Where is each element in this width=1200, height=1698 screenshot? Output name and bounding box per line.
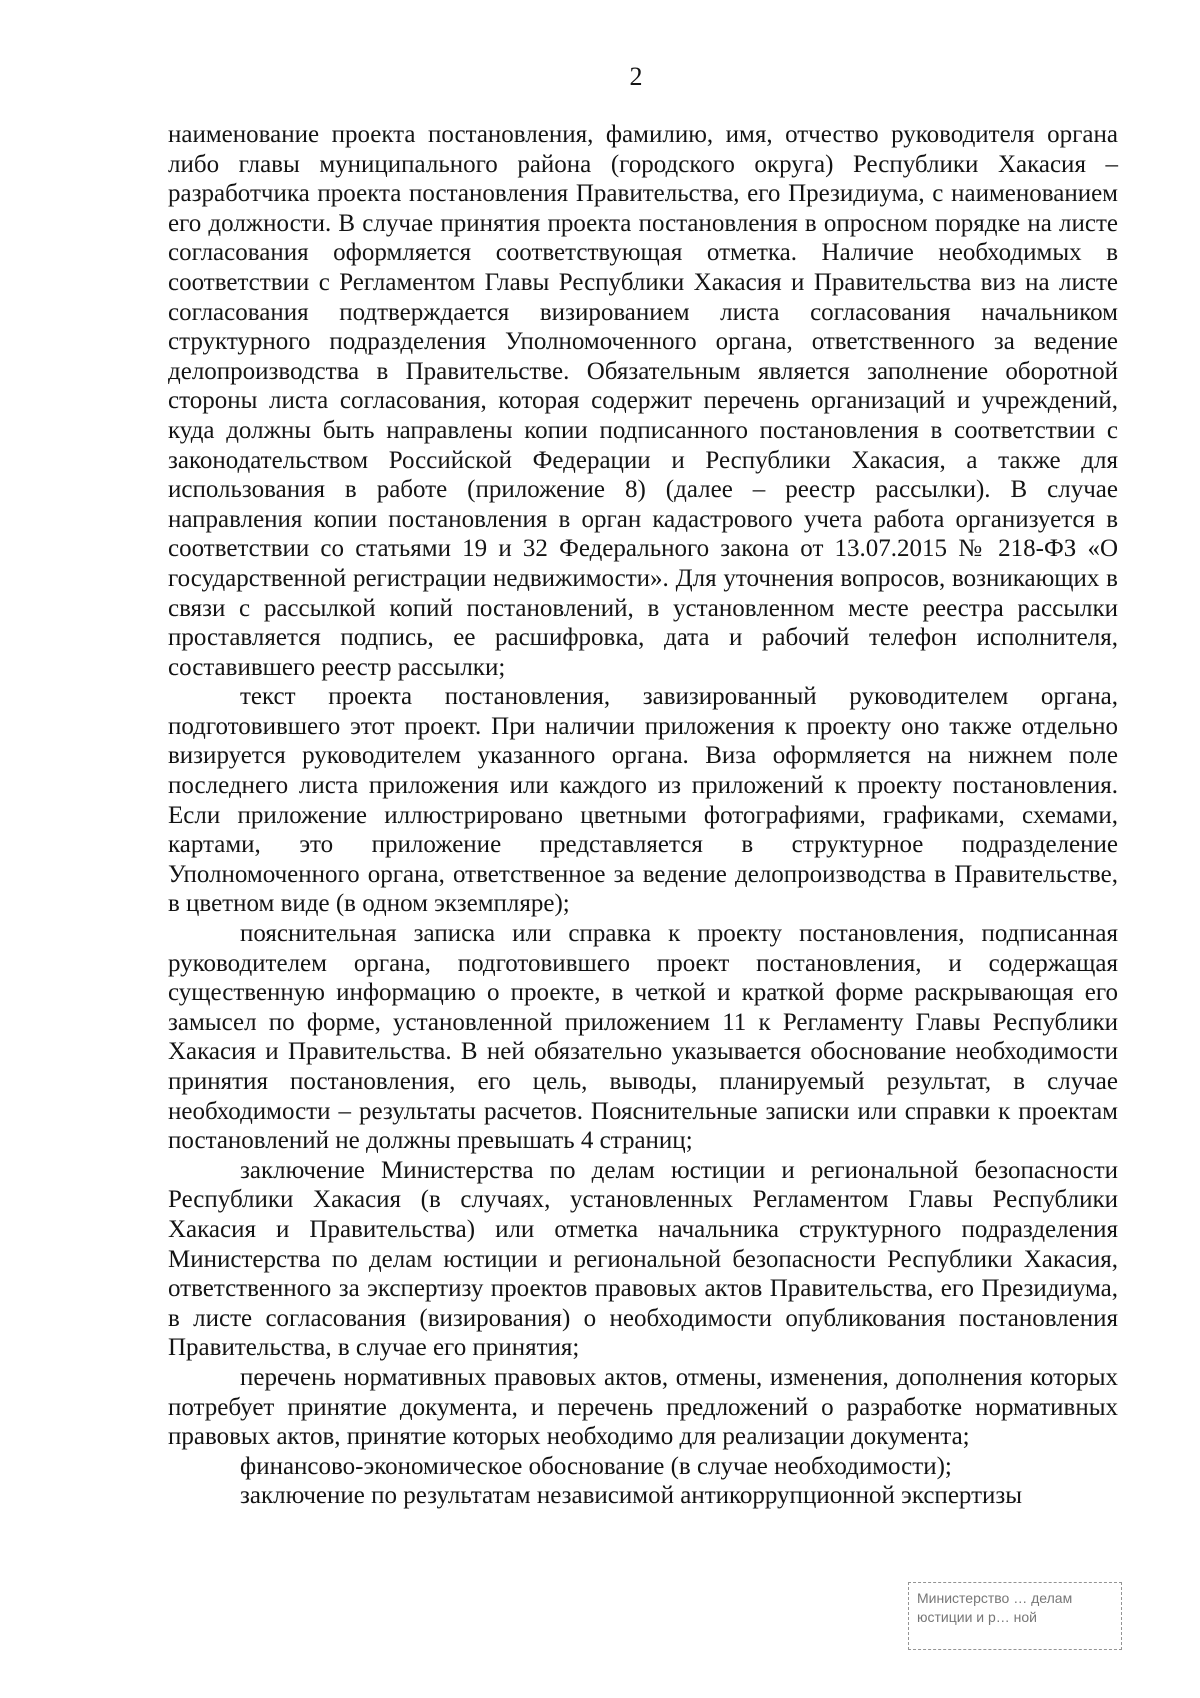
stamp-line-1: Министерство … делам [917, 1590, 1073, 1606]
paragraph-financial-justification: финансово-экономическое обоснование (в случае необходимости); [240, 1452, 952, 1480]
stamp-line-2: юстиции и р… ной [917, 1609, 1038, 1625]
page-number: 2 [629, 62, 643, 91]
paragraph-legal-acts-list: перечень нормативных правовых актов, отмены, изменения, дополнения которых потребует принятие документа, и перечень предложений о разработке нормативных правовых актов, принятие которых необходимо для реализации документа; [168, 1363, 1118, 1451]
paragraph-draft-text: текст проекта постановления, завизированный руководителем органа, подготовившего этот проект. При наличии приложения к проекту оно также отдельно визируется руководителем указанного органа. Виза оформляется на нижнем поле последнего листа приложения или каждого из приложений к проекту постановления. Если приложение иллюстрировано цветными фотографиями, графиками, схемами, картами, это приложение представляется в структурное подразделение Уполномоченного органа, ответственное за ведение делопроизводства в Правительстве, в цветном виде (в одном экземпляре); [168, 683, 1118, 918]
paragraph-anticorruption-expertise: заключение по результатам независимой антикоррупционной экспертизы [240, 1482, 1023, 1510]
paragraph-explanatory-note: пояснительная записка или справка к проекту постановления, подписанная руководителем органа, подготовившего проект постановления, и содержащая существенную информацию о проекте, в четкой и краткой форме раскрывающая его замысел по форме, установленной приложением 11 к Регламенту Главы Республики Хакасия и Правительства. В ней обязательно указывается обоснование необходимости принятия постановления, его цель, выводы, планируемый результат, в случае необходимости – результаты расчетов. Пояснительные записки или справки к проектам постановлений не должны превышать 4 страниц; [168, 920, 1118, 1155]
ministry-stamp [908, 1582, 1122, 1650]
document-body [168, 120, 1118, 1511]
paragraph-ministry-conclusion: заключение Министерства по делам юстиции и региональной безопасности Республики Хакасия (в случаях, установленных Регламентом Главы Республики Хакасия и Правительства) или отметка начальника структурного подразделения Министерства по делам юстиции и региональной безопасности Республики Хакасия, ответственного за экспертизу проектов правовых актов Правительства, его Президиума, в листе согласования (визирования) о необходимости опубликования постановления Правительства, в случае его принятия; [168, 1156, 1118, 1362]
paragraph-approval-sheet: наименование проекта постановления, фамилию, имя, отчество руководителя органа либо главы муниципального района (городского округа) Республики Хакасия – разработчика проекта постановления Правительства, его Президиума, с наименованием его должности. В случае принятия проекта постановления в опросном порядке на листе согласования оформляется соответствующая отметка. Наличие необходимых в соответствии с Регламентом Главы Республики Хакасия и Правительства виз на листе согласования подтверждается визированием листа согласования начальником структурного подразделения Уполномоченного органа, ответственного за ведение делопроизводства в Правительстве. Обязательным является заполнение оборотной стороны листа согласования, которая содержит перечень организаций и учреждений, куда должны быть направлены копии подписанного постановления в соответствии с законодательством Российской Федерации и Республики Хакасия, а также для использования в работе (приложение 8) (далее – реестр рассылки). В случае направления копии постановления в орган кадастрового учета работа организуется в соответствии со статьями 19 и 32 Федерального закона от 13.07.2015 № 218-ФЗ «О государственной регистрации недвижимости». Для уточнения вопросов, возникающих в связи с рассылкой копий постановлений, в установленном месте реестра рассылки проставляется подпись, ее расшифровка, дата и рабочий телефон исполнителя, составившего реестр рассылки; [168, 121, 1118, 681]
